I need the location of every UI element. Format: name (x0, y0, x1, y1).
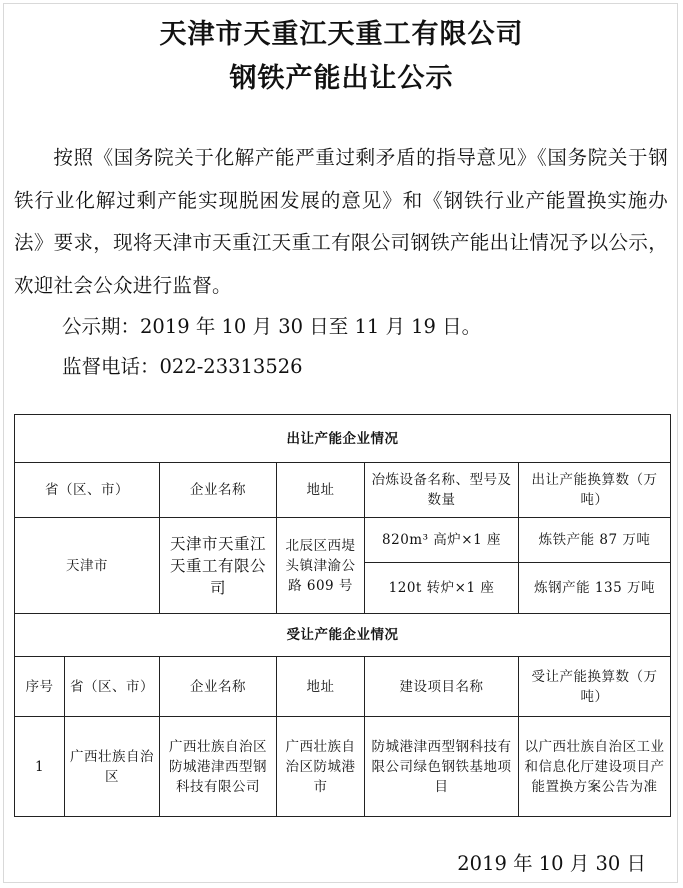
out-header-province: 省（区、市） (15, 463, 160, 518)
in-header-company: 企业名称 (160, 657, 277, 717)
out-section-header: 出让产能企业情况 (15, 415, 671, 463)
out-province: 天津市 (15, 518, 160, 614)
notice-paragraph-text: 按照《国务院关于化解产能严重过剩矛盾的指导意见》《国务院关于钢铁行业化解过剩产能实现脱困发展的意见》和《钢铁行业产能置换实施办法》要求，现将天津市天重江天重工有限公司钢铁产能出让情况予以公示，欢迎社会公众进行监督。 (14, 146, 668, 297)
supervision-phone: 监督电话：022-23313526 (62, 355, 303, 378)
out-header-company: 企业名称 (160, 463, 277, 518)
title-company: 天津市天重江天重工有限公司 (159, 19, 524, 50)
in-company: 广西壮族自治区防城港津西型钢科技有限公司 (160, 717, 277, 817)
out-header-equipment: 冶炼设备名称、型号及数量 (365, 463, 519, 518)
notice-date: 2019 年 10 月 30 日 (457, 852, 646, 875)
in-project: 防城港津西型钢科技有限公司绿色钢铁基地项目 (365, 717, 519, 817)
notice-period: 公示期：2019 年 10 月 30 日至 11 月 19 日。 (62, 315, 482, 338)
out-header-address: 地址 (277, 463, 365, 518)
in-address: 广西壮族自治区防城港市 (277, 717, 365, 817)
in-province: 广西壮族自治区 (65, 717, 160, 817)
in-capacity: 以广西壮族自治区工业和信息化厅建设项目产能置换方案公告为准 (519, 717, 671, 817)
in-header-project: 建设项目名称 (365, 657, 519, 717)
notice-paragraph (14, 137, 668, 307)
out-equipment-converter: 120t 转炉×1 座 (365, 563, 519, 614)
in-header-capacity: 受让产能换算数（万吨） (519, 657, 671, 717)
out-header-capacity: 出让产能换算数（万吨） (519, 463, 671, 518)
title-notice: 钢铁产能出让公示 (229, 63, 454, 94)
capacity-table (14, 414, 671, 817)
out-address: 北辰区西堤头镇津渝公路 609 号 (277, 518, 365, 614)
in-header-address: 地址 (277, 657, 365, 717)
out-capacity-steel: 炼钢产能 135 万吨 (519, 563, 671, 614)
out-company: 天津市天重江天重工有限公司 (160, 518, 277, 614)
in-section-header: 受让产能企业情况 (15, 614, 671, 657)
out-capacity-iron: 炼铁产能 87 万吨 (519, 518, 671, 563)
in-header-province: 省（区、市） (65, 657, 160, 717)
out-equipment-blast-furnace: 820m³ 高炉×1 座 (365, 518, 519, 563)
in-no: 1 (15, 717, 65, 817)
in-header-no: 序号 (15, 657, 65, 717)
